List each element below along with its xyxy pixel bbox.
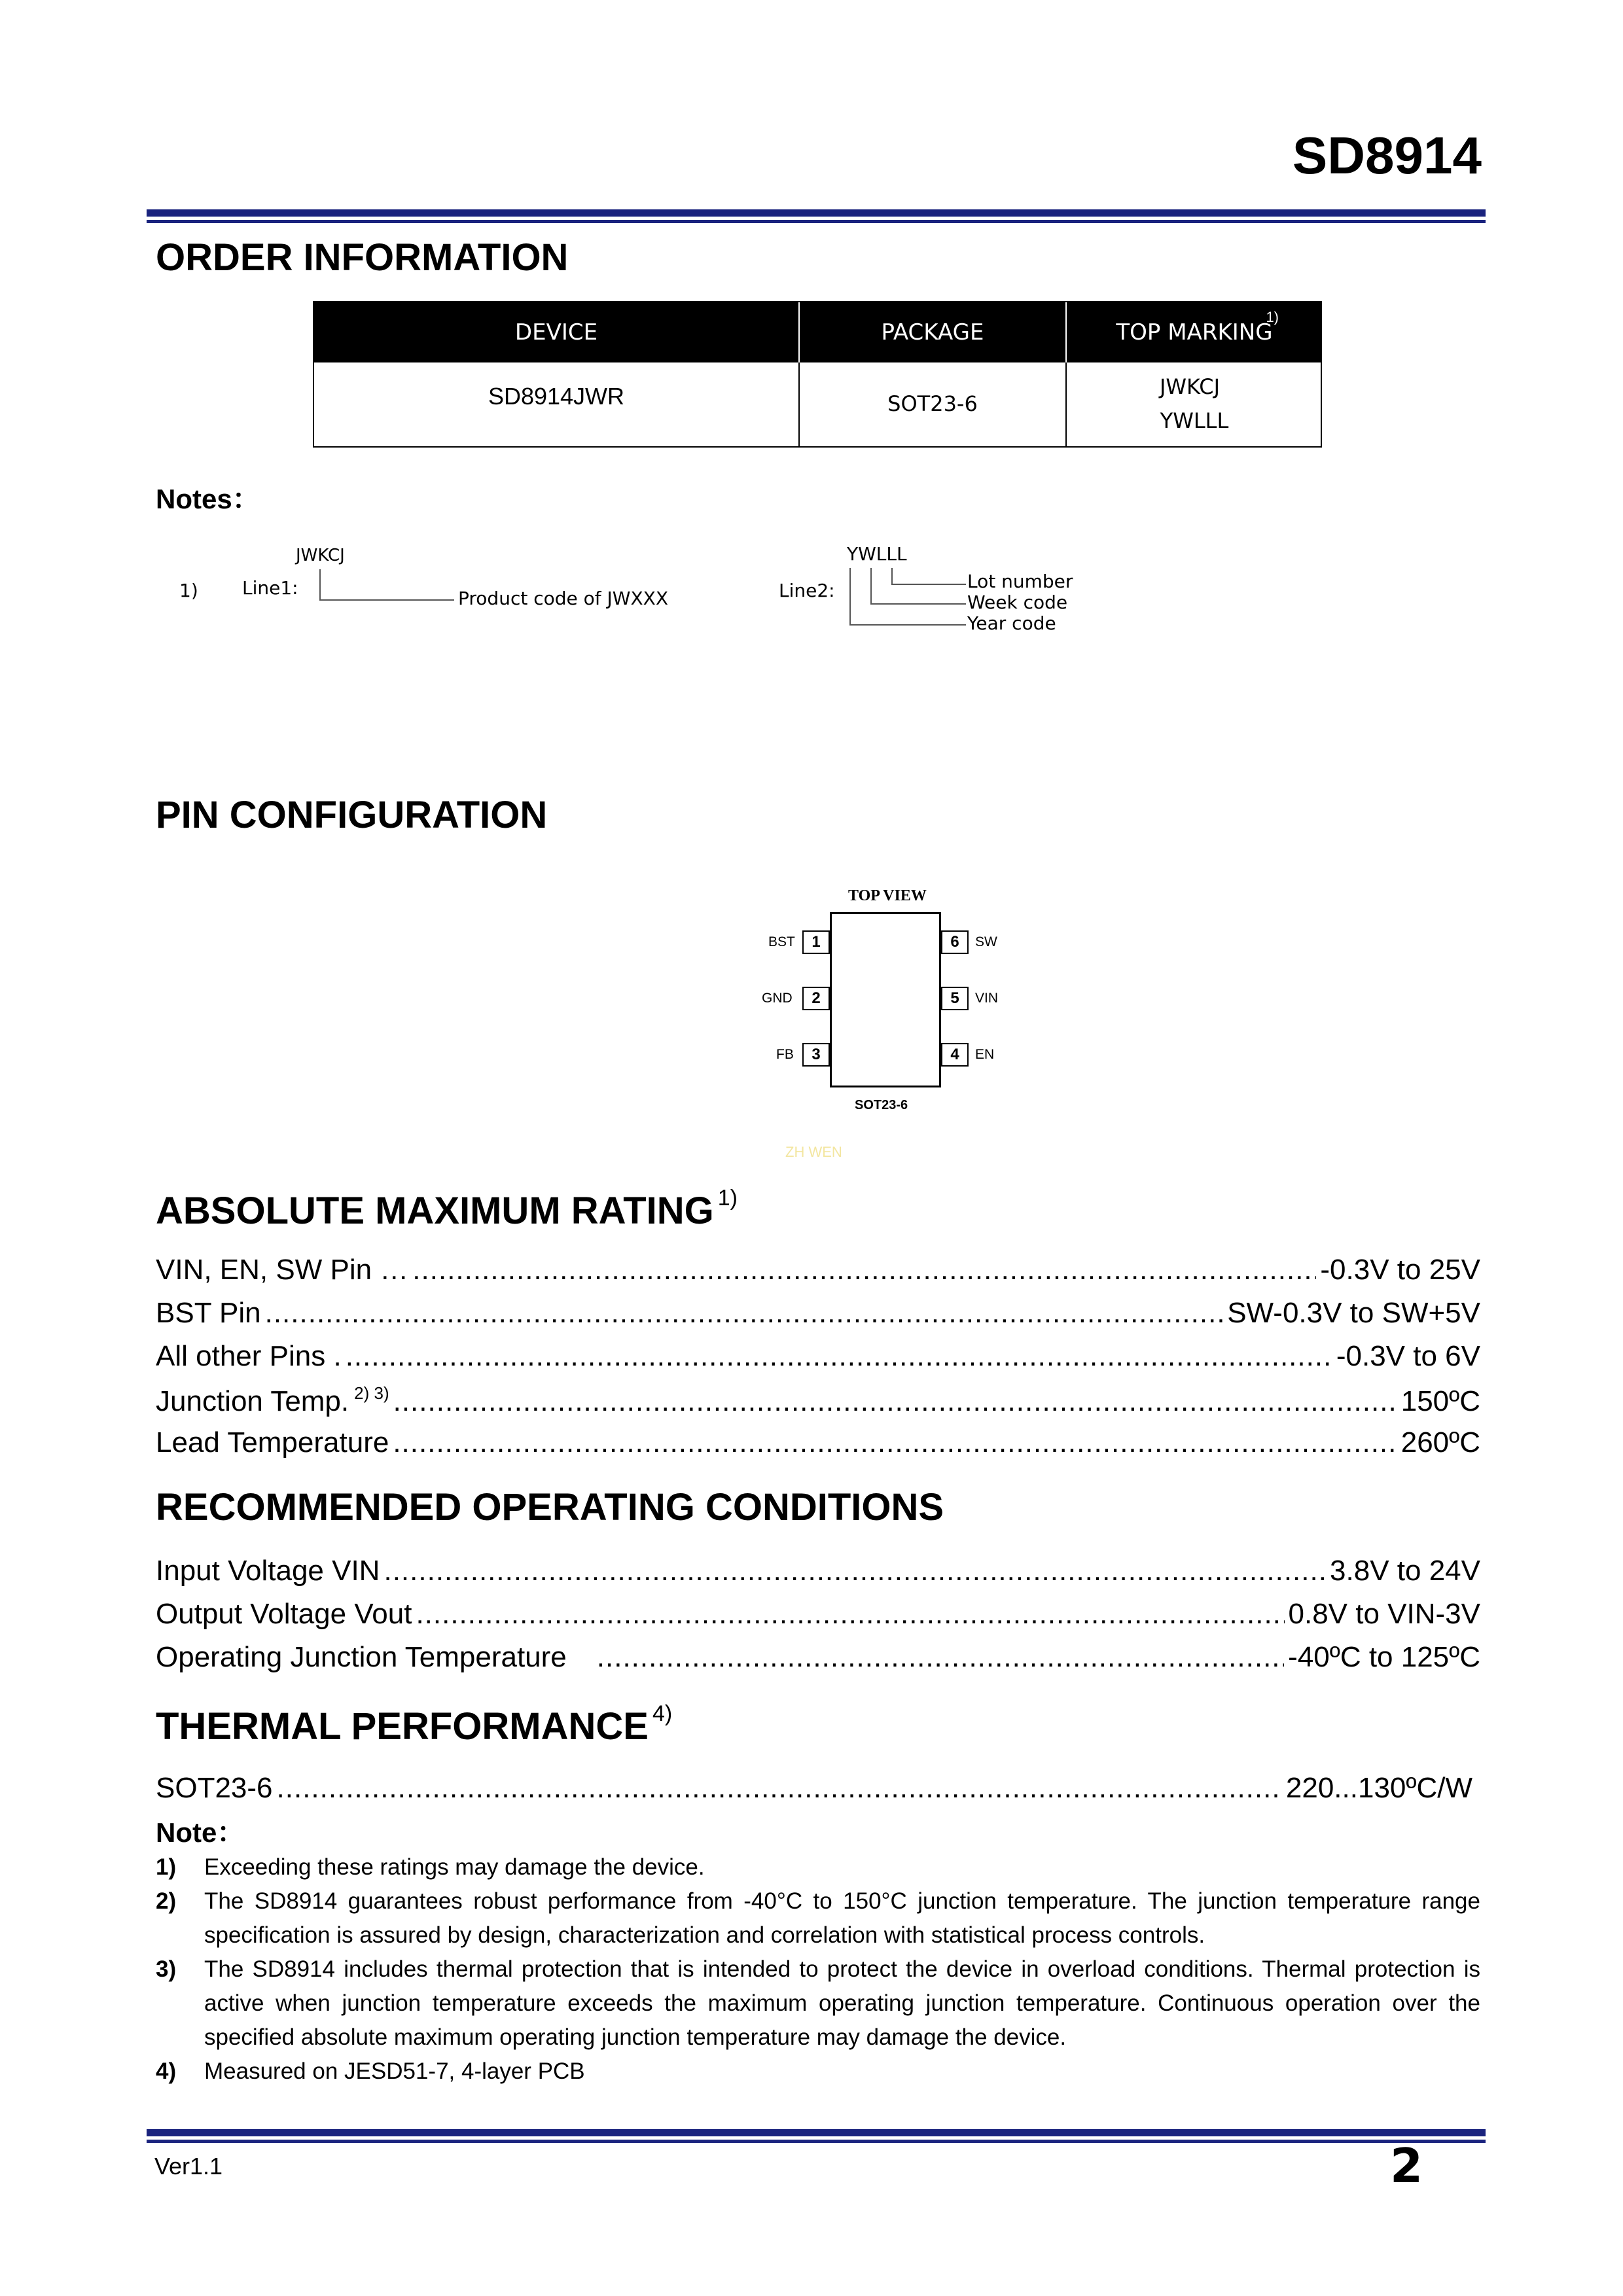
pin-6: 6 xyxy=(941,930,969,954)
watermark: ZH WEN xyxy=(785,1144,842,1160)
rating-row: All other Pins . ..... -0.3V to 6V xyxy=(156,1340,1480,1379)
order-table xyxy=(313,301,1322,448)
cell-device: SD8914JWR xyxy=(488,383,625,410)
header-package: PACKAGE xyxy=(881,319,984,345)
rating-row: Junction Temp. $^{2) 3)}$ ..... 150ºC xyxy=(156,1383,1480,1422)
page-number: 2 xyxy=(1390,2138,1423,2193)
pin-4-name: EN xyxy=(975,1047,995,1062)
cell-package: SOT23-6 xyxy=(887,391,978,416)
rating-row: Lead Temperature ..... 260ºC xyxy=(156,1426,1480,1466)
notes-label: Notes： xyxy=(156,484,260,514)
line2-code: YWLLL xyxy=(847,543,907,565)
note-item: 4) Measured on JESD51-7, 4-layer PCB xyxy=(156,2058,585,2084)
marking-note-num: 1) xyxy=(179,580,198,601)
part-number: SD8914 xyxy=(1292,126,1482,185)
note-item: 2) The SD8914 guarantees robust performance from -40°C to 150°C junction temperature. The junction temperature range specification is assured by design, characterization and correlation with statistical process controls. xyxy=(156,1888,1480,1948)
pin-3-name: FB xyxy=(776,1047,794,1062)
thermal-row: SOT23-6 ..... 220...130ºC/W xyxy=(156,1772,1472,1811)
pin-diagram-title: TOP VIEW xyxy=(848,887,927,904)
pin-1: 1 xyxy=(802,930,830,954)
pin-2: 2 xyxy=(802,987,830,1010)
note-item: 1) Exceeding these ratings may damage the device. xyxy=(156,1854,705,1880)
line2-label: Line2: xyxy=(779,580,835,601)
line1-label: Line1: xyxy=(242,577,298,599)
version-label: Ver1.1 xyxy=(154,2153,223,2180)
pin-5-name: VIN xyxy=(975,991,999,1006)
header-rule xyxy=(147,209,1486,223)
thermal-heading: THERMAL PERFORMANCE $^{4)}$ xyxy=(156,1701,673,1748)
footer-rule xyxy=(147,2129,1486,2143)
rec-op-row: Operating Junction Temperature ..... -40ºC to 125ºC xyxy=(156,1641,1480,1680)
pin-diagram-package: SOT23-6 xyxy=(855,1098,908,1112)
top-marking-ref: 1) xyxy=(1266,309,1279,325)
chip-body xyxy=(830,912,941,1087)
rating-row: BST Pin ..... SW-0.3V to SW+5V xyxy=(156,1297,1480,1336)
notes-bottom-label: Note： xyxy=(156,1817,245,1848)
rec-op-row: Output Voltage Vout ..... 0.8V to VIN-3V xyxy=(156,1598,1480,1637)
line1-desc: Product code of JWXXX xyxy=(458,588,669,609)
rating-row: VIN, EN, SW Pin … ..... -0.3V to 25V xyxy=(156,1254,1480,1293)
pin-5: 5 xyxy=(941,987,969,1010)
cell-marking: JWKCJ YWLLL xyxy=(1159,374,1229,433)
rec-op-heading: RECOMMENDED OPERATING CONDITIONS xyxy=(156,1486,944,1528)
pin-config-heading: PIN CONFIGURATION xyxy=(156,794,548,836)
line1-code: JWKCJ xyxy=(296,546,345,565)
pin-4: 4 xyxy=(941,1043,969,1067)
rec-op-row: Input Voltage VIN ..... 3.8V to 24V xyxy=(156,1555,1480,1594)
pin-6-name: SW xyxy=(975,934,997,949)
pin-2-name: GND xyxy=(762,991,793,1006)
note-item: 3) The SD8914 includes thermal protection that is intended to protect the device in overload conditions. Thermal protection is active when junction temperature exceeds the maximum operating junction temperature. Continuous operation over the specified absolute maximum operating junction temperature may damage the device. xyxy=(156,1956,1480,2050)
pin-3: 3 xyxy=(802,1043,830,1067)
line2-desc-lot: Lot number xyxy=(967,571,1073,592)
pin-1-name: BST xyxy=(768,934,795,949)
header-top-marking: TOP MARKING 1) xyxy=(1116,309,1279,345)
order-info-heading: ORDER INFORMATION xyxy=(156,236,569,279)
abs-max-heading: ABSOLUTE MAXIMUM RATING $^{1)}$ xyxy=(156,1186,738,1232)
line2-desc-week: Week code xyxy=(967,592,1068,613)
line2-desc-year: Year code xyxy=(967,612,1056,634)
header-device: DEVICE xyxy=(514,319,598,345)
